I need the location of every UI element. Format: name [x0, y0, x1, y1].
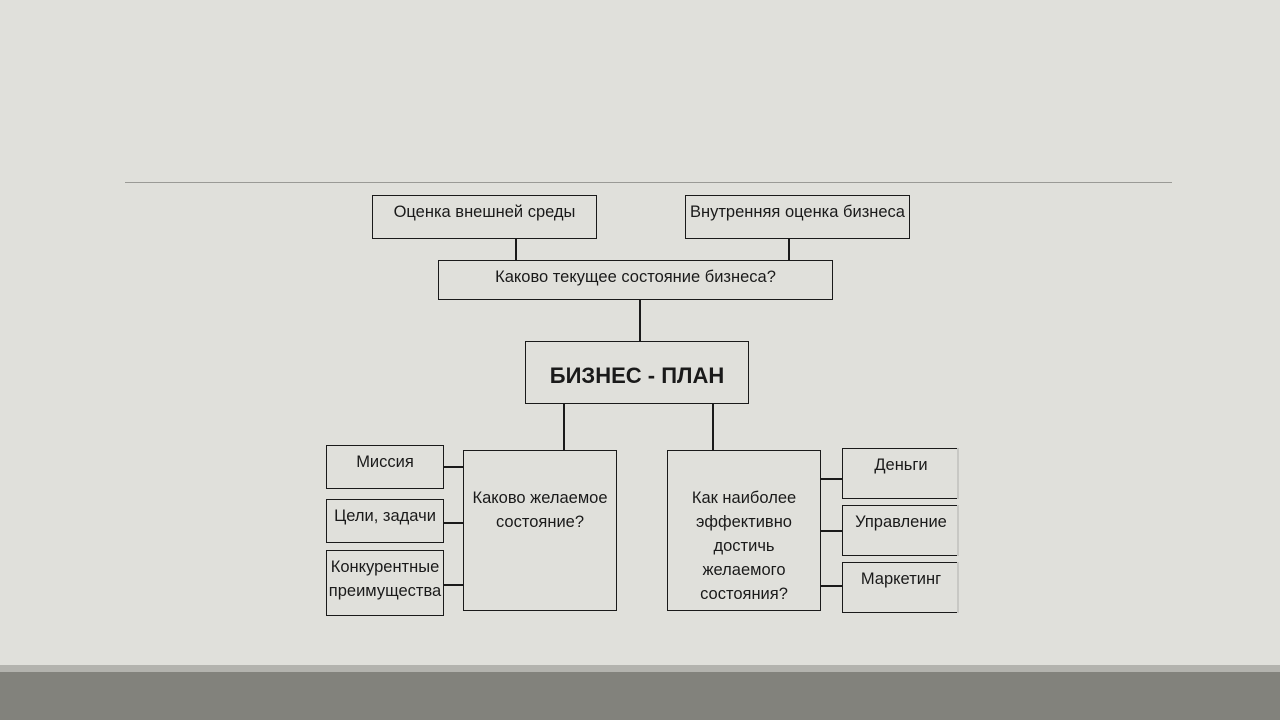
connector-marketing: [820, 585, 842, 587]
mission-box: [326, 445, 444, 489]
current-state-label: Каково текущее состояние бизнеса?: [495, 268, 776, 286]
external-assessment-label: Оценка внешней среды: [393, 203, 576, 221]
connector-mission: [443, 466, 463, 468]
money-box-right-edge: [957, 448, 959, 499]
title-divider: [125, 182, 1172, 183]
how-to-achieve-label: Как наиболее эффективно достичь желаемого состояния?: [691, 489, 797, 603]
competitive-advantages-box: [326, 550, 444, 616]
business-plan-box: [525, 341, 749, 404]
connector-external-to-current: [515, 238, 517, 261]
connector-plan-to-how: [712, 403, 714, 451]
footer-band: [0, 672, 1280, 720]
goals-label: Цели, задачи: [334, 507, 436, 525]
management-label: Управление: [855, 513, 947, 531]
money-box: [842, 448, 959, 499]
connector-management: [820, 530, 842, 532]
how-to-achieve-box: [667, 450, 821, 611]
goals-box: [326, 499, 444, 543]
connector-current-to-plan: [639, 299, 641, 342]
money-label: Деньги: [874, 456, 928, 474]
current-state-box: [438, 260, 833, 300]
connector-plan-to-desired: [563, 403, 565, 451]
external-assessment-box: [372, 195, 597, 239]
internal-assessment-label: Внутренняя оценка бизнеса: [690, 203, 905, 221]
desired-state-box: [463, 450, 617, 611]
mission-label: Миссия: [356, 453, 414, 471]
management-box-right-edge: [957, 505, 959, 556]
connector-money: [820, 478, 842, 480]
connector-advantages: [443, 584, 463, 586]
business-plan-title: БИЗНЕС - ПЛАН: [549, 362, 725, 388]
internal-assessment-box: [685, 195, 910, 239]
connector-goals: [443, 522, 463, 524]
desired-state-label: Каково желаемое состояние?: [472, 489, 608, 531]
footer-accent-stripe: [0, 665, 1280, 672]
marketing-box-right-edge: [957, 562, 959, 613]
competitive-advantages-label: Конкурентные преимущества: [328, 558, 442, 600]
management-box: [842, 505, 959, 556]
marketing-label: Маркетинг: [860, 570, 942, 588]
marketing-box: [842, 562, 959, 613]
connector-internal-to-current: [788, 238, 790, 261]
